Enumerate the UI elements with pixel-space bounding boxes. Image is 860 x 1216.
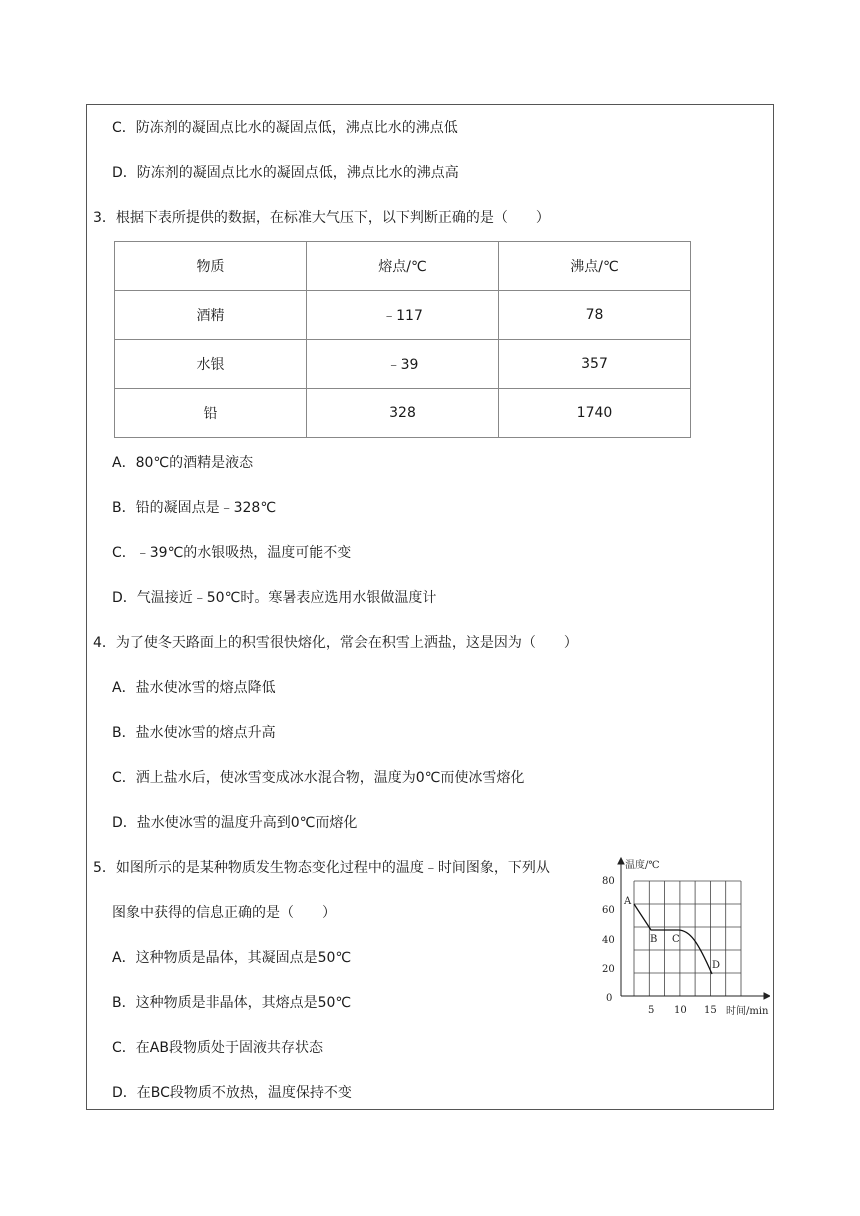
table-row xyxy=(115,291,691,340)
graph-y-tick: 80 xyxy=(602,876,615,887)
graph-point-label: B xyxy=(650,934,658,945)
table-cell: 水银 xyxy=(115,340,307,389)
q4-option-a[interactable]: A．盐水使冰雪的熔点降低 xyxy=(112,680,276,696)
q3-option-a[interactable]: A．80℃的酒精是液态 xyxy=(112,455,254,471)
graph-x-tick: 10 xyxy=(674,1005,687,1016)
q3-option-b[interactable]: B．铅的凝固点是﹣328℃ xyxy=(112,500,277,516)
table-cell: ﹣39 xyxy=(307,340,499,389)
q5-option-b[interactable]: B．这种物质是非晶体，其熔点是50℃ xyxy=(112,995,352,1011)
graph-y-tick: 20 xyxy=(602,964,615,975)
graph-point-label: C xyxy=(672,934,680,945)
graph-point-label: D xyxy=(712,960,721,971)
q3-option-c[interactable]: C．﹣39℃的水银吸热，温度可能不变 xyxy=(112,545,352,561)
q4-stem: 4．为了使冬天路面上的积雪很快熔化，常会在积雪上洒盐，这是因为（ ） xyxy=(93,635,578,651)
graph-y-tick: 0 xyxy=(606,993,613,1004)
q3-data-table xyxy=(114,241,691,438)
table-cell: 357 xyxy=(499,340,691,389)
table-header-cell: 沸点/℃ xyxy=(499,242,691,291)
temperature-time-graph xyxy=(598,856,770,1020)
table-row xyxy=(115,389,691,438)
table-cell: 酒精 xyxy=(115,291,307,340)
graph-y-tick: 40 xyxy=(602,935,615,946)
table-cell: 328 xyxy=(307,389,499,438)
graph-x-tick: 5 xyxy=(648,1005,655,1016)
table-header-row xyxy=(115,242,691,291)
q5-option-d[interactable]: D．在BC段物质不放热，温度保持不变 xyxy=(112,1085,352,1101)
q5-stem-line1: 5．如图所示的是某种物质发生物态变化过程中的温度﹣时间图象，下列从 xyxy=(93,860,550,876)
q4-option-c[interactable]: C．洒上盐水后，使冰雪变成冰水混合物，温度为0℃而使冰雪熔化 xyxy=(112,770,525,786)
graph-axes xyxy=(618,858,770,999)
q4-option-b[interactable]: B．盐水使冰雪的熔点升高 xyxy=(112,725,276,741)
graph-y-label: 温度/℃ xyxy=(625,860,660,871)
q2-option-d[interactable]: D．防冻剂的凝固点比水的凝固点低，沸点比水的沸点高 xyxy=(112,165,459,181)
table-cell: 78 xyxy=(499,291,691,340)
q3-option-d[interactable]: D．气温接近﹣50℃时。寒暑表应选用水银做温度计 xyxy=(112,590,437,606)
table-cell: ﹣117 xyxy=(307,291,499,340)
graph-x-label: 时间/min xyxy=(726,1006,769,1017)
graph-point-label: A xyxy=(624,896,632,907)
q2-option-c[interactable]: C．防冻剂的凝固点比水的凝固点低，沸点比水的沸点低 xyxy=(112,120,458,136)
table-header-cell: 熔点/℃ xyxy=(307,242,499,291)
table-row xyxy=(115,340,691,389)
graph-y-tick: 60 xyxy=(602,905,615,916)
q4-option-d[interactable]: D．盐水使冰雪的温度升高到0℃而熔化 xyxy=(112,815,358,831)
q5-option-c[interactable]: C．在AB段物质处于固液共存状态 xyxy=(112,1040,323,1056)
q5-option-a[interactable]: A．这种物质是晶体，其凝固点是50℃ xyxy=(112,950,352,966)
table-cell: 1740 xyxy=(499,389,691,438)
table-cell: 铅 xyxy=(115,389,307,438)
table-header-cell: 物质 xyxy=(115,242,307,291)
q3-stem: 3．根据下表所提供的数据，在标准大气压下，以下判断正确的是（ ） xyxy=(93,210,550,226)
q5-stem-line2: 图象中获得的信息正确的是（ ） xyxy=(112,905,336,921)
graph-x-tick: 15 xyxy=(704,1005,717,1016)
